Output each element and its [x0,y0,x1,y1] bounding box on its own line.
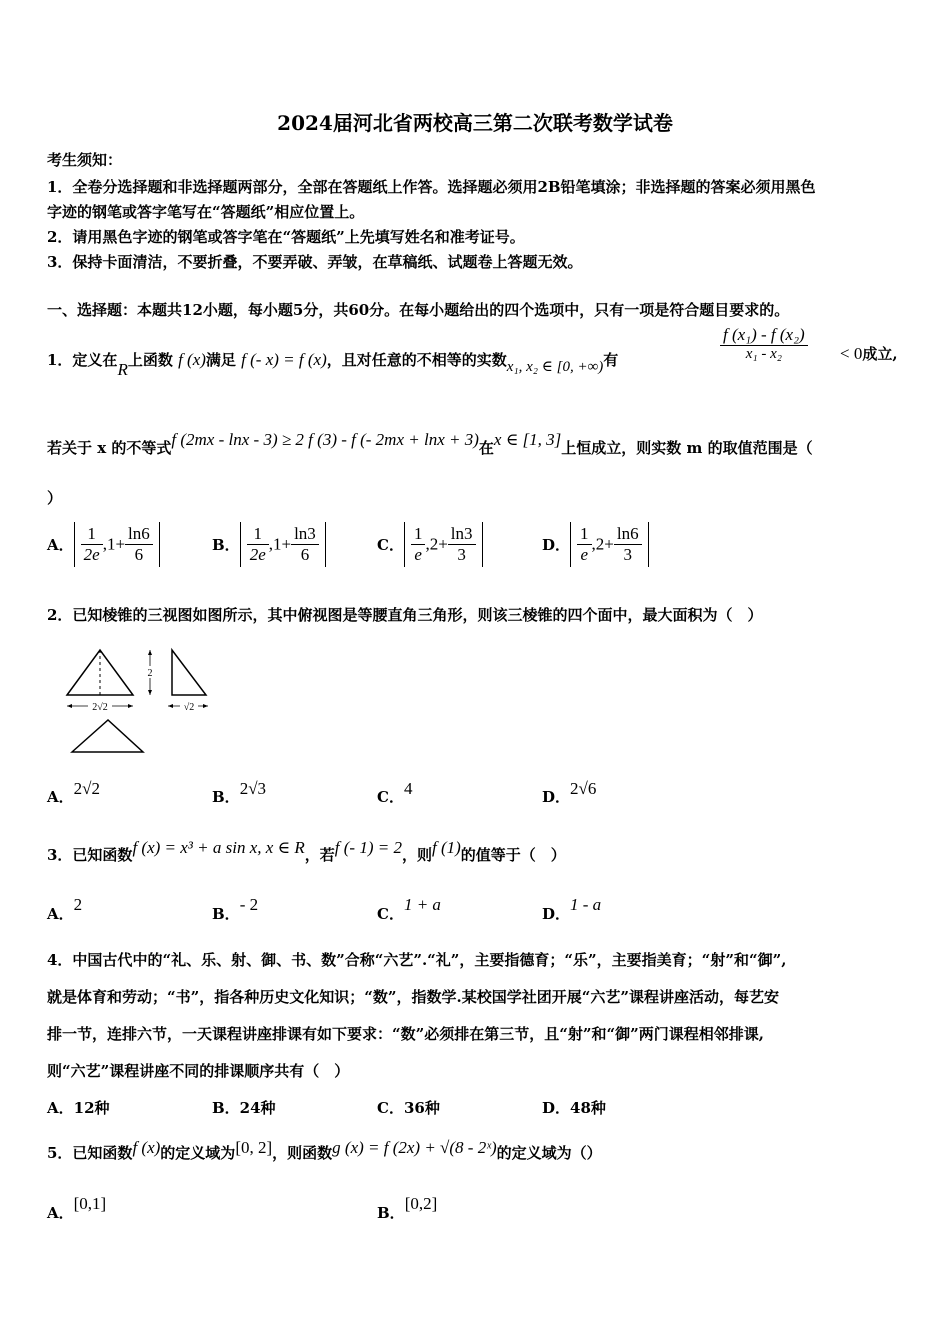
front-dim-label: 2√2 [92,702,108,713]
q4-option-d[interactable]: D．48种 [542,1099,606,1117]
q3-option-b[interactable]: B．- 2 [212,895,259,923]
notice-heading: 考生须知： [47,151,123,169]
q1-line-2 [47,430,813,458]
q1-text-6: 成立, [862,345,898,363]
q2-option-a[interactable]: A．2√2 [47,779,100,806]
q1-inequality: f (2mx - lnx - 3) ≥ 2 f (3) - f (- 2mx + lnx + 3) [171,430,479,449]
q4-option-c[interactable]: C．36种 [377,1099,440,1117]
q3-condition: f (- 1) = 2 [334,838,402,857]
q2-stem: 2．已知棱锥的三视图如图所示，其中俯视图是等腰直角三角形，则该三棱锥的四个面中，最大面积为（ ） [47,606,763,624]
q1-text-1: 1．定义在 [47,351,118,369]
q3-option-c[interactable]: C．1 + a [377,895,441,923]
q1-frac-num: f (x₁) - f (x₂) [720,325,808,346]
q3-stem: 3．已知函数f (x) = x³ + a sin x, x ∈ R，若f (- 1) = 2，则f (1)的值等于（ ） [47,838,566,864]
q1-f: f (x) [178,350,206,369]
q4-line-1: 4．中国古代中的“礼、乐、射、御、书、数”合称“六艺”.“礼”，主要指德育；“乐”，主要指美育；“射”和“御”, [47,951,787,969]
q1-fraction [720,325,808,363]
q4-line-2: 就是体育和劳动；“书”，指各种历史文化知识；“数”，指数学.某校国学社团开展“六艺”课程讲座活动，每艺安 [47,988,779,1006]
q2-option-b[interactable]: B．2√3 [212,779,267,806]
q4-option-a[interactable]: A．12种 [47,1099,110,1117]
q1-xrange: x ∈ [1, 3] [493,430,562,449]
q5-option-b[interactable]: B．[0,2] [377,1194,438,1222]
q4-option-b[interactable]: B．24种 [212,1099,276,1117]
height-dim-label: 2 [147,668,153,679]
q1-line-1 [47,350,619,379]
three-view-diagram [60,645,220,757]
q1-text-7: 若关于 x 的不等式 [47,439,172,457]
q1-even: f (- x) = f (x) [241,350,327,369]
q5-g: g (x) = f (2x) + √(8 - 2ˣ) [332,1138,497,1157]
side-view-triangle [172,650,206,695]
q1-close-paren: ） [47,489,63,507]
q1-tail [840,344,898,364]
q2-option-d[interactable]: D．2√6 [542,779,597,806]
q1-text-4: ，且对任意的不相等的实数 [326,351,507,369]
q1-text-9: 上恒成立，则实数 m 的取值范围是（ [561,439,813,457]
q3-function: f (x) = x³ + a sin x, x ∈ R [132,838,305,857]
q2-option-c[interactable]: C．4 [377,779,413,806]
q1-frac-den: x₁ - x₂ [745,346,782,362]
q1-option-d[interactable]: D． $\frac{1}{e}$ ,2+ $\frac{\ln 6}{3}$ [542,522,649,567]
q5-f: f (x) [132,1138,161,1157]
q4-line-4: 则“六艺”课程讲座不同的排课顺序共有（ ） [47,1062,350,1080]
q5-domain: [0, 2] [235,1138,273,1157]
q5-stem: 5．已知函数f (x)的定义域为[0, 2]，则函数g (x) = f (2x) + √(8 - 2ˣ)的定义域为（） [47,1138,602,1162]
q3-option-a[interactable]: A．2 [47,895,83,923]
q1-option-b[interactable]: B． $\frac{1}{2e}$ ,1+ $\frac{\ln 3}{6}$ [212,522,326,567]
q3-option-d[interactable]: D．1 - a [542,895,602,923]
q5-option-a[interactable]: A．[0,1] [47,1194,107,1222]
top-view-triangle [72,720,143,752]
q3-target: f (1) [432,838,461,857]
q4-line-3: 排一节，连排六节，一天课程讲座排课有如下要求：“数”必须排在第三节，且“射”和“御”两门课程相邻排课, [47,1025,764,1043]
notice-line-1a: 1．全卷分选择题和非选择题两部分，全部在答题纸上作答。选择题必须用2B铅笔填涂；非选择题的答案必须用黑色 [47,178,816,196]
q1-text-8: 在 [478,439,494,457]
q1-text-3: 满足 [205,351,236,369]
q1-x12: x₁, x₂ ∈ [0, +∞) [506,359,604,375]
q1-R: R [117,360,128,379]
q1-text-2: 上函数 [127,351,173,369]
q1-option-c[interactable]: C． $\frac{1}{e}$ ,2+ $\frac{\ln 3}{3}$ [377,522,483,567]
side-dim-label: √2 [183,702,195,713]
q1-text-5: 有 [603,351,619,369]
page-title: 2024届河北省两校高三第二次联考数学试卷 [277,111,673,135]
notice-line-3: 3．保持卡面清洁，不要折叠，不要弄破、弄皱，在草稿纸、试题卷上答题无效。 [47,253,583,271]
q1-option-a[interactable]: A． $\frac{1}{2e}$ ,1+ $\frac{\ln 6}{6}$ [47,522,160,567]
section-heading: 一、选择题：本题共12小题，每小题5分，共60分。在每小题给出的四个选项中，只有一项是符合题目要求的。 [47,301,790,319]
q1-lt0: < 0 [840,344,863,363]
notice-line-2: 2．请用黑色字迹的钢笔或答字笔在“答题纸”上先填写姓名和准考证号。 [47,228,525,246]
notice-line-1b: 字迹的钢笔或答字笔写在“答题纸”相应位置上。 [47,203,365,221]
